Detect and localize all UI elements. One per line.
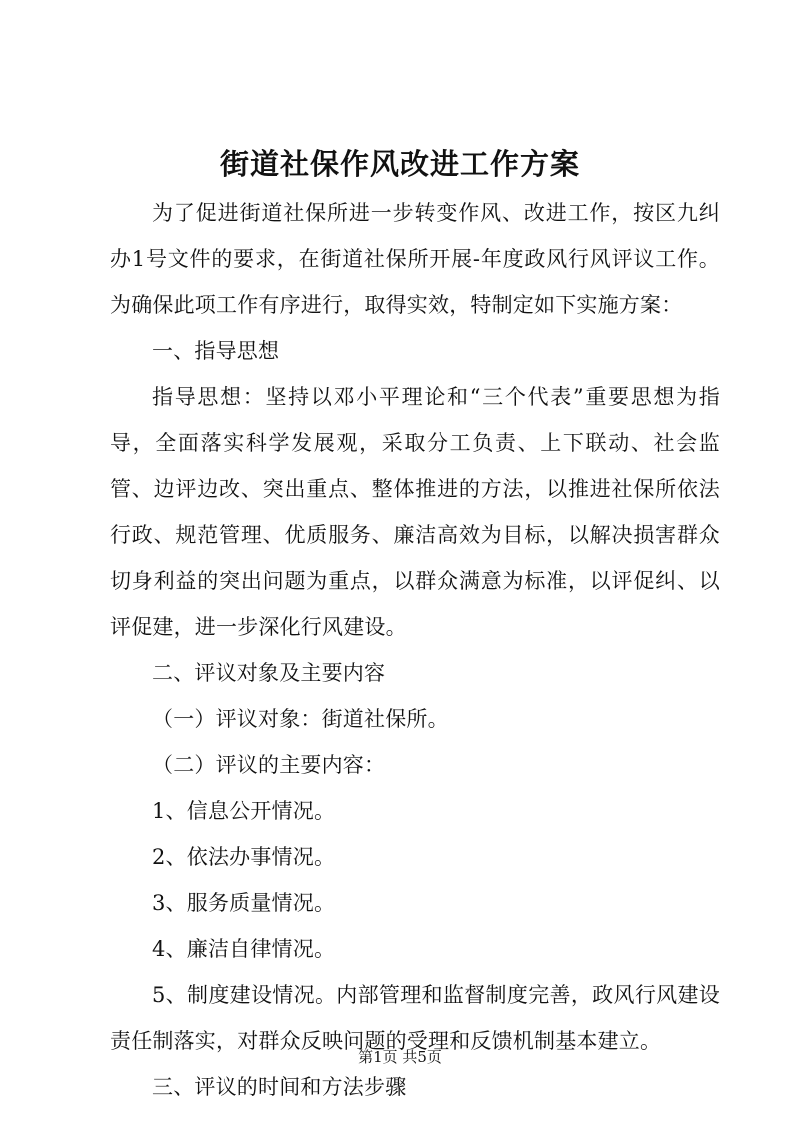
- subsection-main-content: （二）评议的主要内容：: [152, 753, 386, 777]
- document-title: 街道社保作风改进工作方案: [219, 147, 580, 181]
- list-item: 3、服务质量情况。: [152, 891, 336, 915]
- list-item: 1、信息公开情况。: [152, 799, 336, 823]
- list-item: 2、依法办事情况。: [152, 845, 336, 869]
- guiding-thought-paragraph: 指导思想：坚持以邓小平理论和“三个代表”重要思想为指导，全面落实科学发展观，采取分工负责、上下联动、社会监管、边评边改、突出重点、整体推进的方法，以推进社保所依法行政、规范管理、优质服务、廉洁高效为目标，以解决损害群众切身利益的突出问题为重点，以群众满意为标准，以评促纠、以评促建，进一步深化行风建设。: [110, 385, 720, 639]
- subsection-evaluation-target: （一）评议对象：街道社保所。: [152, 707, 449, 731]
- page-footer: 第1页 共5页: [358, 1048, 442, 1066]
- intro-paragraph: 为了促进街道社保所进一步转变作风、改进工作，按区九纠办1号文件的要求，在街道社保所开展-年度政风行风评议工作。为确保此项工作有序进行，取得实效，特制定如下实施方案：: [110, 201, 720, 317]
- section-heading-guiding-thought: 一、指导思想: [152, 339, 280, 363]
- list-item-system-building: 5、制度建设情况。内部管理和监督制度完善，政风行风建设责任制落实，对群众反映问题的受理和反馈机制基本建立。: [110, 983, 720, 1053]
- section-heading-evaluation-targets: 二、评议对象及主要内容: [152, 661, 386, 685]
- document-body: [110, 190, 720, 1110]
- section-heading-time-and-steps: 三、评议的时间和方法步骤: [152, 1075, 407, 1099]
- list-item: 4、廉洁自律情况。: [152, 937, 336, 961]
